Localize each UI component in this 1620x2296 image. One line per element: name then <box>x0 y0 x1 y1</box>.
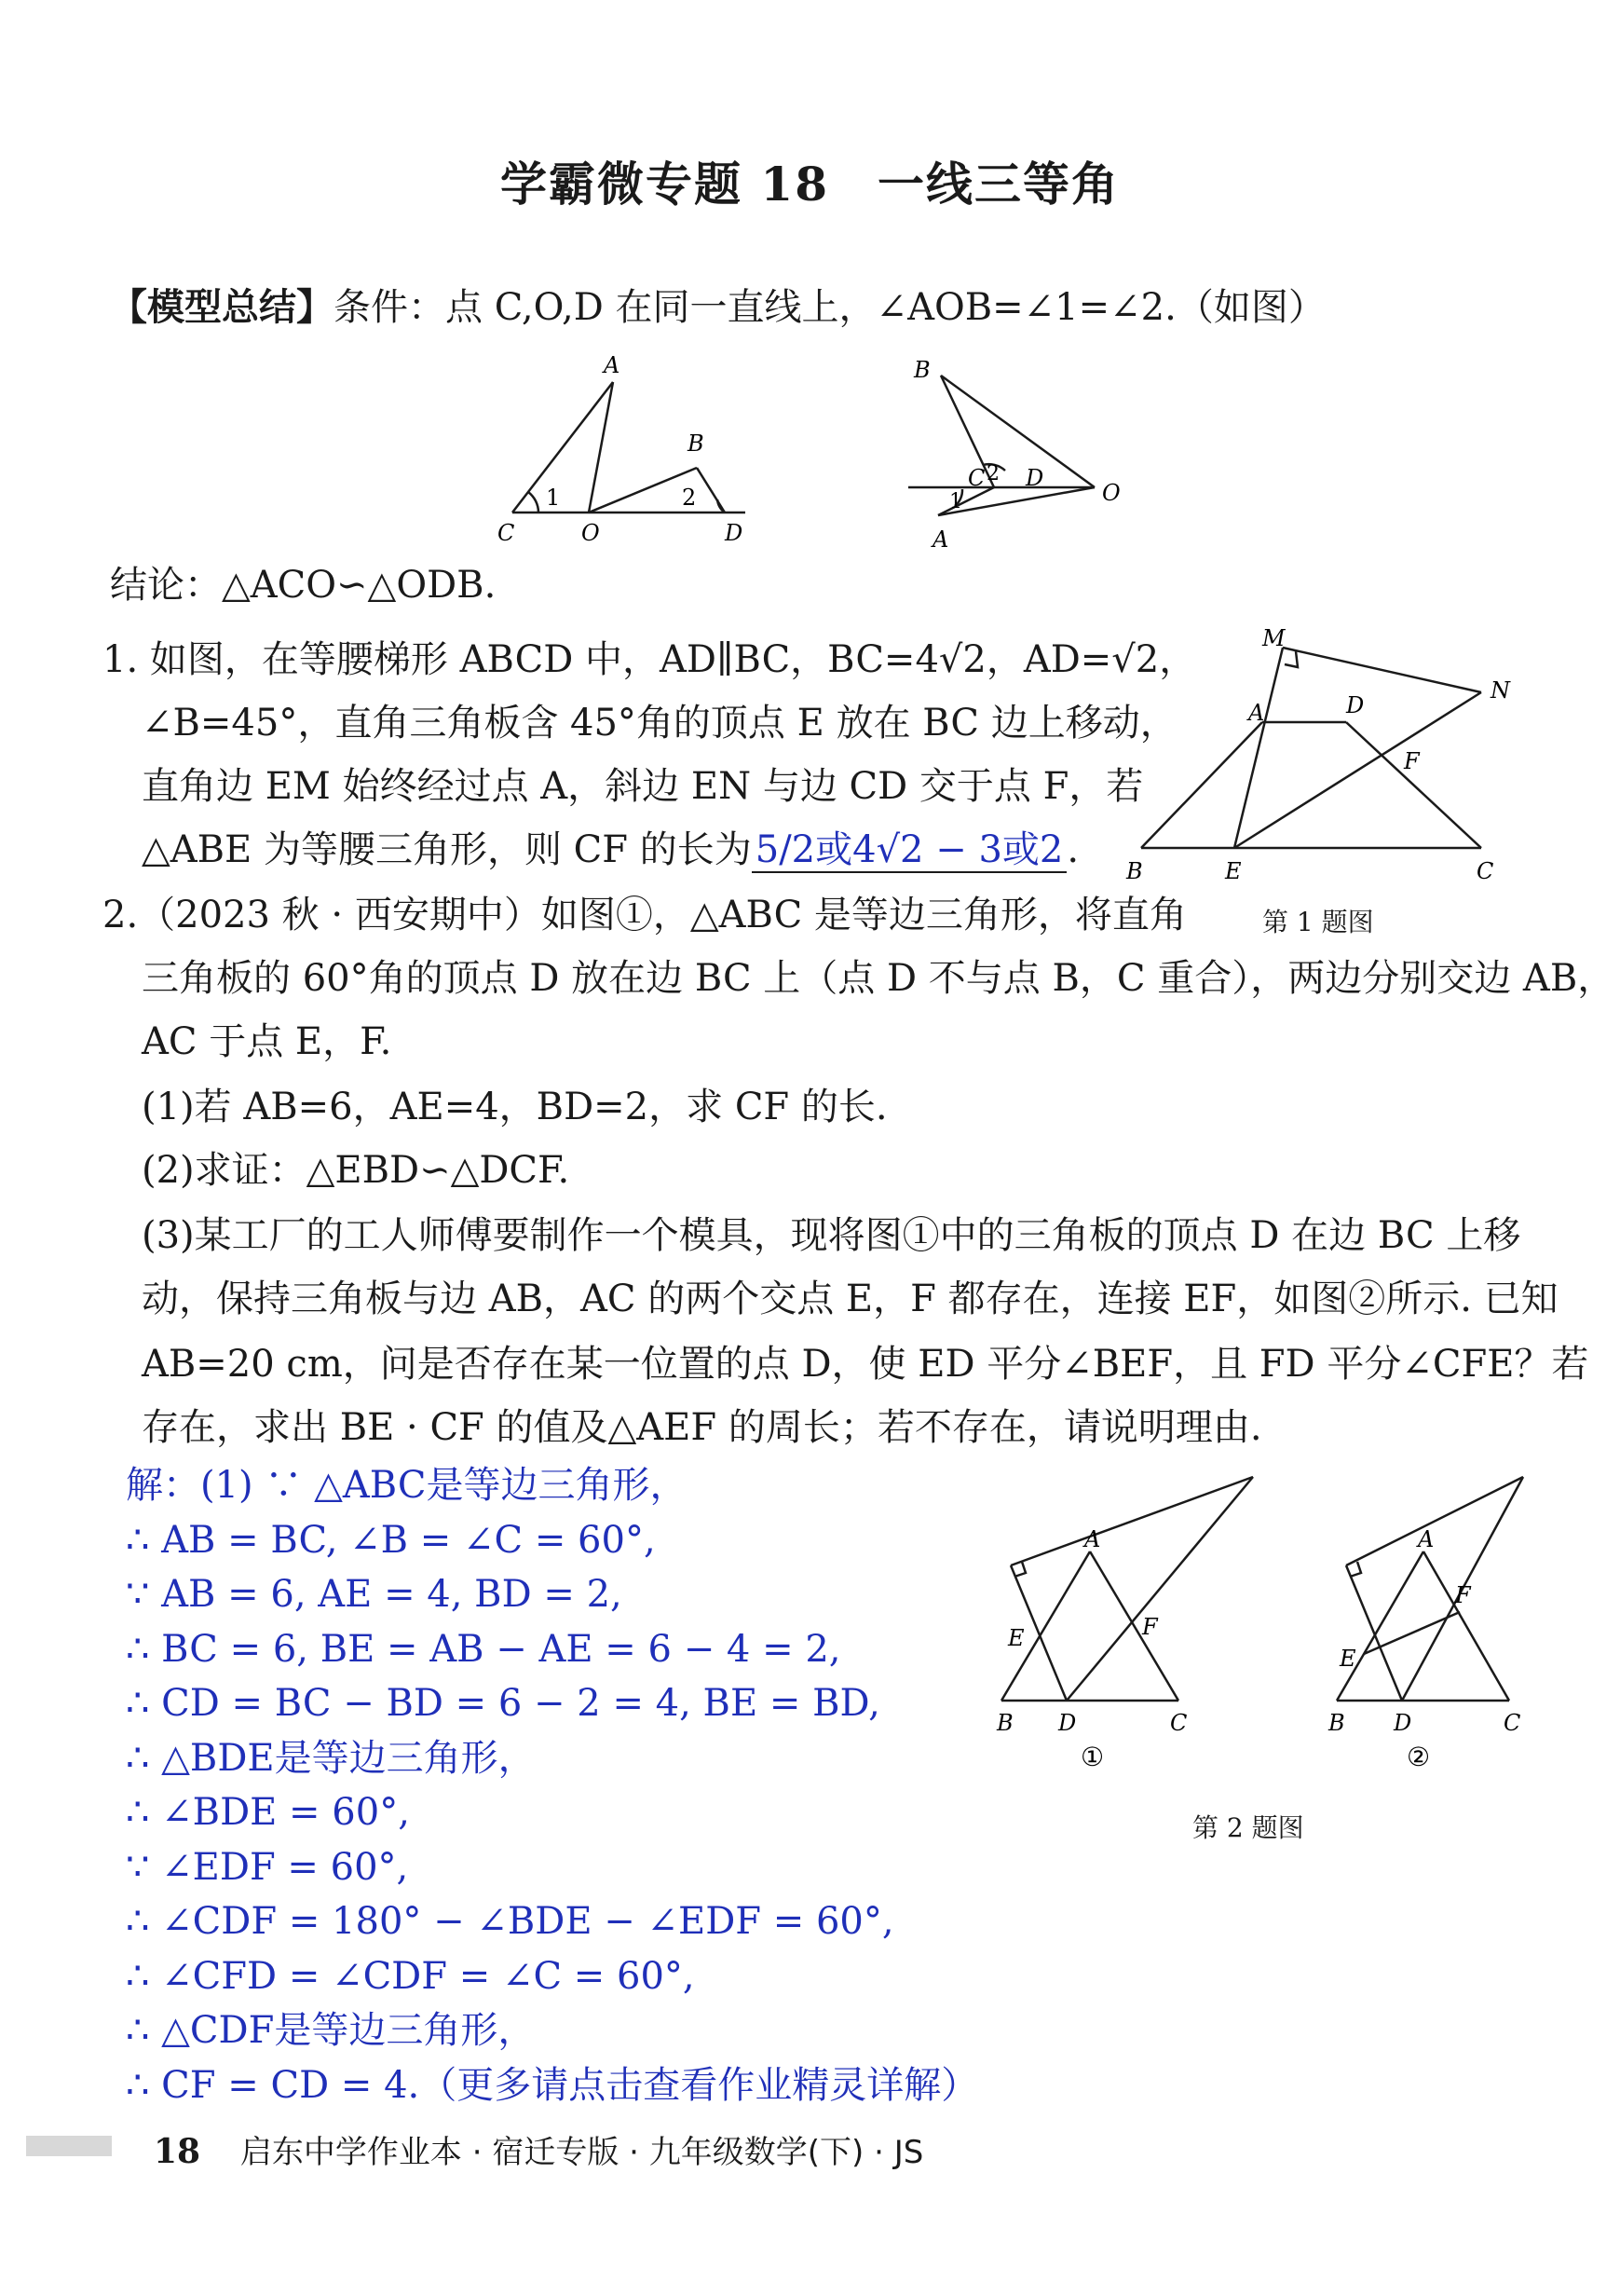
figure-label-1: ① <box>1081 1742 1105 1770</box>
angle-1-arc <box>528 492 538 512</box>
label-f: F <box>1404 748 1420 774</box>
book-title: 启东中学作业本 · 宿迁专版 · 九年级数学(下) · JS <box>239 2134 924 2171</box>
line-dc <box>1346 722 1481 848</box>
solution-line: ∴ △BDE是等边三角形， <box>126 1736 536 1780</box>
line-ef <box>1364 1612 1460 1654</box>
line-ac <box>1423 1551 1509 1701</box>
label-d: D <box>1026 465 1044 491</box>
q2-line3: AC 于点 E，F. <box>142 1020 392 1063</box>
label-f: F <box>1142 1614 1158 1640</box>
q1-figure <box>1113 620 1523 890</box>
q2-part3-line1: (3)某工厂的工人师傅要制作一个模具，现将图①中的三角板的顶点 D 在边 BC 上移 <box>142 1214 1521 1257</box>
line-ca <box>512 382 613 512</box>
model-conclusion: 结论：△ACO∽△ODB. <box>110 564 497 607</box>
solution-line: 解：(1) ∵ △ABC是等边三角形， <box>126 1464 687 1507</box>
label-b: B <box>1126 858 1143 884</box>
label-n: N <box>1491 677 1510 704</box>
label-a: A <box>1248 700 1265 726</box>
model-figure-2 <box>890 349 1150 564</box>
solution-line: ∴ △CDF是等边三角形， <box>126 2009 536 2052</box>
label-angle-2: 2 <box>987 462 1000 485</box>
label-a: A <box>1084 1526 1101 1552</box>
line-bo <box>941 376 1095 487</box>
q2-figure-caption: 第 2 题图 <box>1192 1812 1304 1843</box>
label-m: M <box>1262 625 1286 651</box>
q1-line4-prefix: △ABE 为等腰三角形，则 CF 的长为 <box>142 828 752 871</box>
q2-part3-line3: AB=20 cm，问是否存在某一位置的点 D，使 ED 平分∠BEF，且 FD 平分∠CFE？若 <box>142 1343 1589 1386</box>
q2-figure-1 <box>987 1463 1267 1770</box>
solution-line: ∴ ∠CFD = ∠CDF = ∠C = 60°, <box>126 1954 695 1998</box>
label-f: F <box>1455 1582 1471 1608</box>
page-number: 18 <box>154 2132 201 2171</box>
label-angle-2: 2 <box>682 485 697 511</box>
label-b: B <box>997 1710 1014 1736</box>
line-bd <box>697 468 725 512</box>
line-ao <box>589 382 613 512</box>
solution-line: ∴ ∠CDF = 180° − ∠BDE − ∠EDF = 60°, <box>126 1900 894 1943</box>
q1-line4 <box>142 827 1079 872</box>
solution-line: ∴ BC = 6, BE = AB − AE = 6 − 4 = 2, <box>126 1627 841 1671</box>
label-c: C <box>968 465 986 491</box>
model-condition: 条件：点 C,O,D 在同一直线上，∠AOB=∠1=∠2.（如图） <box>334 286 1326 329</box>
solution-line: ∴ ∠BDE = 60°, <box>126 1791 410 1834</box>
solution-line: ∴ CD = BC − BD = 6 − 2 = 4, BE = BD, <box>126 1682 880 1725</box>
line-top-leg <box>1346 1477 1523 1565</box>
label-o: O <box>1102 480 1121 506</box>
q1-answer: 5/2或4√2 − 3或2 <box>752 828 1068 873</box>
footer <box>154 2126 923 2172</box>
label-e: E <box>1340 1646 1356 1672</box>
label-b: B <box>687 430 704 457</box>
q2-part1: (1)若 AB=6，AE=4，BD=2，求 CF 的长. <box>142 1086 888 1128</box>
label-a: A <box>604 352 620 378</box>
line-d-leg <box>1346 1565 1402 1701</box>
label-o: O <box>581 520 600 546</box>
label-c: C <box>1170 1710 1188 1736</box>
solution-line: ∵ AB = 6, AE = 4, BD = 2, <box>126 1573 622 1616</box>
label-b: B <box>914 357 931 383</box>
label-angle-1: 1 <box>949 490 962 513</box>
label-d: D <box>1394 1710 1412 1736</box>
label-a: A <box>933 526 949 553</box>
label-c: C <box>1504 1710 1521 1736</box>
q2-line1: 2.（2023 秋 · 西安期中）如图①，△ABC 是等边三角形，将直角 <box>102 894 1187 936</box>
page-title: 学霸微专题 18 一线三等角 <box>500 157 1120 212</box>
q1-line4-suffix: . <box>1067 828 1080 871</box>
label-e: E <box>1225 858 1242 884</box>
right-angle-mark <box>1285 651 1298 667</box>
label-e: E <box>1008 1625 1025 1651</box>
label-d: D <box>1058 1710 1077 1736</box>
label-b: B <box>1328 1710 1345 1736</box>
q2-line2: 三角板的 60°角的顶点 D 放在边 BC 上（点 D 不与点 B，C 重合），两边分别交边 AB， <box>142 957 1615 1000</box>
q1-line2: ∠B=45°，直角三角板含 45°角的顶点 E 放在 BC 边上移动， <box>142 702 1178 745</box>
solution-line: ∴ CF = CD = 4.（更多请点击查看作业精灵详解） <box>126 2063 979 2107</box>
label-c: C <box>1477 858 1494 884</box>
line-ob <box>589 468 697 512</box>
solution-line: ∵ ∠EDF = 60°, <box>126 1845 409 1889</box>
label-d: D <box>1346 692 1365 718</box>
solution-block <box>126 1458 978 2112</box>
q2-part2: (2)求证：△EBD∽△DCF. <box>142 1149 570 1192</box>
label-a: A <box>1418 1526 1435 1552</box>
label-c: C <box>497 520 515 546</box>
line-ac <box>1090 1551 1178 1701</box>
q2-figure-2 <box>1314 1463 1546 1770</box>
model-figure-1 <box>484 345 764 559</box>
footer-gray-mark <box>26 2136 112 2156</box>
q1-line1: 1. 如图，在等腰梯形 ABCD 中，AD∥BC，BC=4√2，AD=√2， <box>102 638 1197 681</box>
line-em <box>1234 648 1283 848</box>
q1-figure-caption: 第 1 题图 <box>1262 907 1374 937</box>
line-ba <box>1141 722 1262 848</box>
q2-part3-line4: 存在，求出 BE · CF 的值及△AEF 的周长；若不存在，请说明理由. <box>142 1406 1262 1449</box>
model-condition-line <box>110 285 1326 330</box>
figure-label-2: ② <box>1407 1742 1431 1770</box>
q2-part3-line2: 动，保持三角板与边 AB，AC 的两个交点 E，F 都存在，连接 EF，如图②所示. 已知 <box>142 1278 1559 1320</box>
solution-line: ∴ AB = BC, ∠B = ∠C = 60°, <box>126 1518 656 1562</box>
model-label: 【模型总结】 <box>110 286 334 329</box>
label-angle-1: 1 <box>546 485 561 511</box>
label-d: D <box>725 520 743 546</box>
q1-line3: 直角边 EM 始终经过点 A，斜边 EN 与边 CD 交于点 F，若 <box>142 765 1144 808</box>
line-mn <box>1283 648 1481 692</box>
